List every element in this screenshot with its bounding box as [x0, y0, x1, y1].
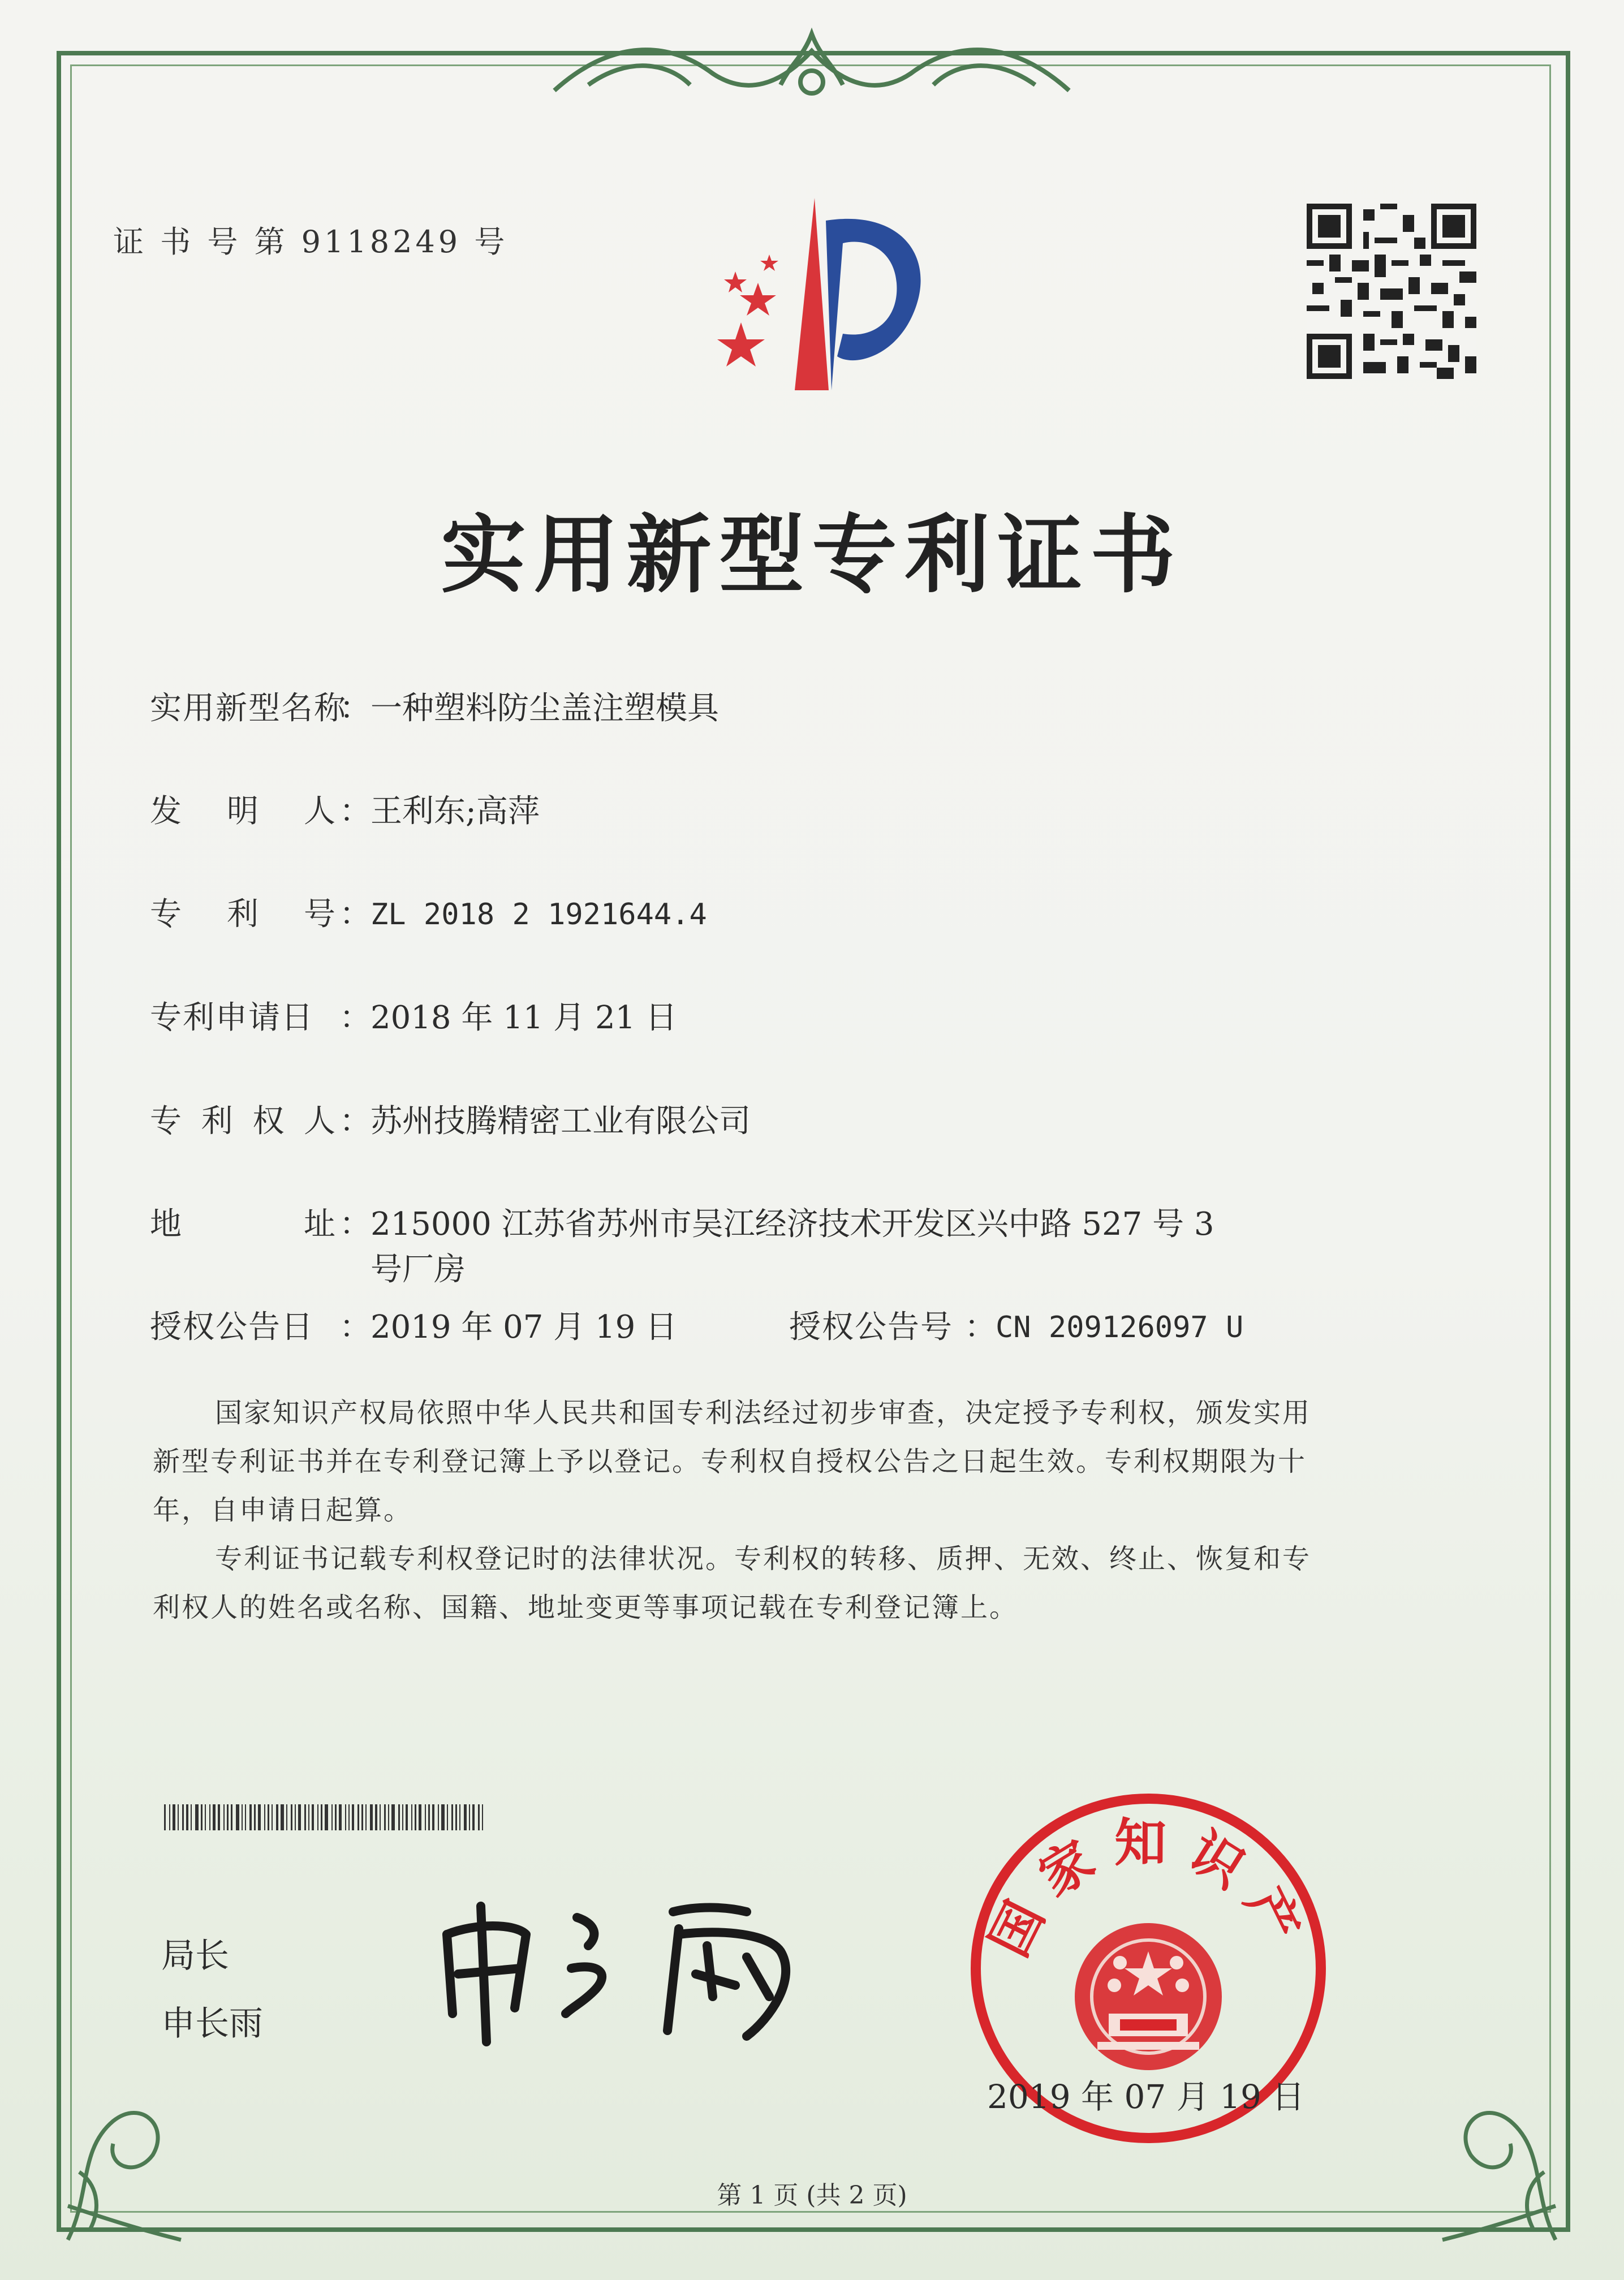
barcode-bar: [352, 1804, 354, 1830]
barcode-bar: [375, 1804, 377, 1830]
field-label-part: 专: [150, 896, 183, 933]
barcode-bar: [286, 1804, 287, 1830]
barcode-bar: [209, 1804, 210, 1830]
barcode-bar: [451, 1804, 453, 1830]
field-label-patent-number: [150, 895, 337, 934]
barcode-bar: [331, 1804, 333, 1830]
field-value-patent-number: ZL 2018 2 1921644.4: [371, 898, 707, 932]
barcode-bar: [472, 1804, 475, 1830]
paragraph-line: 年，自申请日起算。: [153, 1494, 413, 1526]
barcode-bar: [295, 1804, 296, 1830]
barcode-bar: [169, 1804, 170, 1830]
barcode-bar: [186, 1804, 188, 1830]
barcode-bar: [482, 1804, 483, 1830]
barcode-bar: [391, 1804, 395, 1830]
barcode-bar: [291, 1804, 292, 1830]
barcode-bar: [370, 1804, 373, 1830]
barcode-bar: [272, 1804, 273, 1830]
barcode-bar: [201, 1804, 203, 1830]
barcode-bar: [245, 1804, 246, 1830]
svg-text:国家知识产权局: 国家知识产: [979, 1812, 1319, 1967]
barcode-bar: [231, 1804, 232, 1830]
barcode-bar: [205, 1804, 206, 1830]
barcode-bar: [195, 1804, 199, 1830]
barcode-bar: [164, 1804, 166, 1830]
barcode-bar: [264, 1804, 265, 1830]
field-colon: ：: [339, 1103, 371, 1140]
barcode-bar: [178, 1804, 179, 1830]
barcode-bar: [321, 1804, 322, 1830]
barcode-bar: [406, 1804, 408, 1830]
field-label-part: 专: [150, 1103, 183, 1140]
field-value-patentee: 苏州技腾精密工业有限公司: [371, 1103, 751, 1140]
barcode-bar: [402, 1804, 403, 1830]
field-colon: ：: [339, 999, 371, 1036]
field-label-inventor: [150, 792, 337, 831]
field-colon: ：: [339, 1206, 371, 1243]
barcode-bar: [325, 1804, 328, 1830]
barcode-bar: [447, 1804, 448, 1830]
field-label-part: 明: [227, 793, 260, 830]
paragraph-line: 国家知识产权局依照中华人民共和国专利法经过初步审查，决定授予专利权，颁发实用: [215, 1397, 1312, 1429]
page-number: 第 1 页 (共 2 页): [717, 2181, 907, 2210]
barcode-bar: [478, 1804, 480, 1830]
barcode-bar: [432, 1804, 434, 1830]
field-colon: ：: [339, 1309, 371, 1346]
field-label-part: 号: [304, 896, 337, 933]
barcode-bar: [218, 1804, 220, 1830]
barcode-bar: [464, 1804, 467, 1830]
document-title: 实用新型专利证书: [441, 506, 1183, 605]
field-label-part: 人: [304, 793, 337, 830]
barcode-bar: [425, 1804, 426, 1830]
barcode-bar: [312, 1804, 314, 1830]
field-value-announcement-number: CN 209126097 U: [996, 1311, 1244, 1344]
field-label-announcement-date: 授权公告日: [150, 1309, 314, 1346]
barcode-bar: [380, 1804, 381, 1830]
barcode-bar: [242, 1804, 243, 1830]
paragraph-line: 专利证书记载专利权登记时的法律状况。专利权的转移、质押、无效、终止、恢复和专: [215, 1543, 1312, 1575]
paragraph-line: 利权人的姓名或名称、国籍、地址变更等事项记载在专利登记簿上。: [153, 1592, 1019, 1623]
field-label-part: 发: [150, 793, 183, 830]
paragraph-line: 新型专利证书并在专利登记簿上予以登记。专利权自授权公告之日起生效。专利权期限为十: [153, 1446, 1307, 1477]
barcode-bar: [304, 1804, 306, 1830]
barcode-bar: [182, 1804, 184, 1830]
barcode-bar: [398, 1804, 400, 1830]
field-label-part: 利: [201, 1103, 234, 1140]
barcode-bar: [441, 1804, 445, 1830]
field-value-utility-model-name: 一种塑料防尘盖注塑模具: [371, 690, 719, 727]
barcode-bar: [258, 1804, 261, 1830]
barcode-bar: [469, 1804, 470, 1830]
signature-icon: [430, 1884, 826, 2055]
field-label-part: 人: [303, 1103, 337, 1140]
barcode-bar: [268, 1804, 269, 1830]
barcode-bar: [438, 1804, 439, 1830]
barcode-bar: [173, 1804, 175, 1830]
barcode-bar: [236, 1804, 239, 1830]
barcode-bar: [459, 1804, 460, 1830]
barcode-bar: [415, 1804, 416, 1830]
field-label-application-date: 专利申请日: [150, 999, 314, 1036]
barcode-bar: [191, 1804, 192, 1830]
top-ornament-icon: [543, 17, 1080, 113]
field-label-address: [150, 1205, 337, 1244]
field-label-patentee: [150, 1102, 337, 1141]
barcode-bar: [317, 1804, 318, 1830]
barcode-bar: [361, 1804, 363, 1830]
barcode-bar: [455, 1804, 457, 1830]
seal-date: 2019 年 07 月 19 日: [987, 2078, 1305, 2116]
barcode-bar: [249, 1804, 252, 1830]
barcode-bar: [345, 1804, 346, 1830]
bottom-left-ornament-icon: [57, 2036, 204, 2251]
bottom-right-ornament-icon: [1420, 2036, 1567, 2251]
field-label-part: 地: [150, 1206, 183, 1243]
barcode-bar: [298, 1804, 301, 1830]
field-value-address-line2: 号厂房: [371, 1251, 466, 1288]
barcode-bar: [428, 1804, 430, 1830]
barcode-bar: [276, 1804, 278, 1830]
qr-code-icon: [1307, 204, 1476, 381]
barcode-bar: [411, 1804, 412, 1830]
barcode-bar: [281, 1804, 284, 1830]
director-name: 申长雨: [161, 2004, 263, 2044]
field-colon: ：: [339, 896, 371, 933]
field-colon: ：: [339, 793, 371, 830]
barcode-icon: [164, 1804, 583, 1830]
field-value-application-date: 2018 年 11 月 21 日: [371, 999, 678, 1036]
barcode-bar: [419, 1804, 421, 1830]
field-label-announcement-number: 授权公告号: [789, 1309, 953, 1346]
field-value-announcement-date: 2019 年 07 月 19 日: [371, 1309, 678, 1346]
field-label-part: 利: [227, 896, 260, 933]
field-label-part: 址: [304, 1206, 337, 1243]
certificate-number: 证 书 号 第 9118249 号: [113, 224, 509, 260]
barcode-bar: [348, 1804, 350, 1830]
patent-office-emblem-icon: [673, 187, 939, 404]
field-colon: ：: [339, 690, 371, 727]
barcode-bar: [335, 1804, 337, 1830]
barcode-bar: [384, 1804, 386, 1830]
barcode-bar: [223, 1804, 225, 1830]
field-colon: ：: [964, 1309, 996, 1346]
barcode-bar: [339, 1804, 342, 1830]
field-value-address-line1: 215000 江苏省苏州市吴江经济技术开发区兴中路 527 号 3: [371, 1206, 1214, 1243]
barcode-bar: [388, 1804, 389, 1830]
director-title: 局长: [161, 1936, 229, 1976]
barcode-bar: [254, 1804, 256, 1830]
barcode-bar: [213, 1804, 216, 1830]
barcode-bar: [227, 1804, 229, 1830]
barcode-bar: [357, 1804, 359, 1830]
field-label-utility-model-name: 实用新型名称: [150, 690, 347, 727]
barcode-bar: [365, 1804, 367, 1830]
field-value-inventor: 王利东;高萍: [371, 793, 540, 830]
barcode-bar: [308, 1804, 309, 1830]
field-label-part: 权: [252, 1103, 286, 1140]
